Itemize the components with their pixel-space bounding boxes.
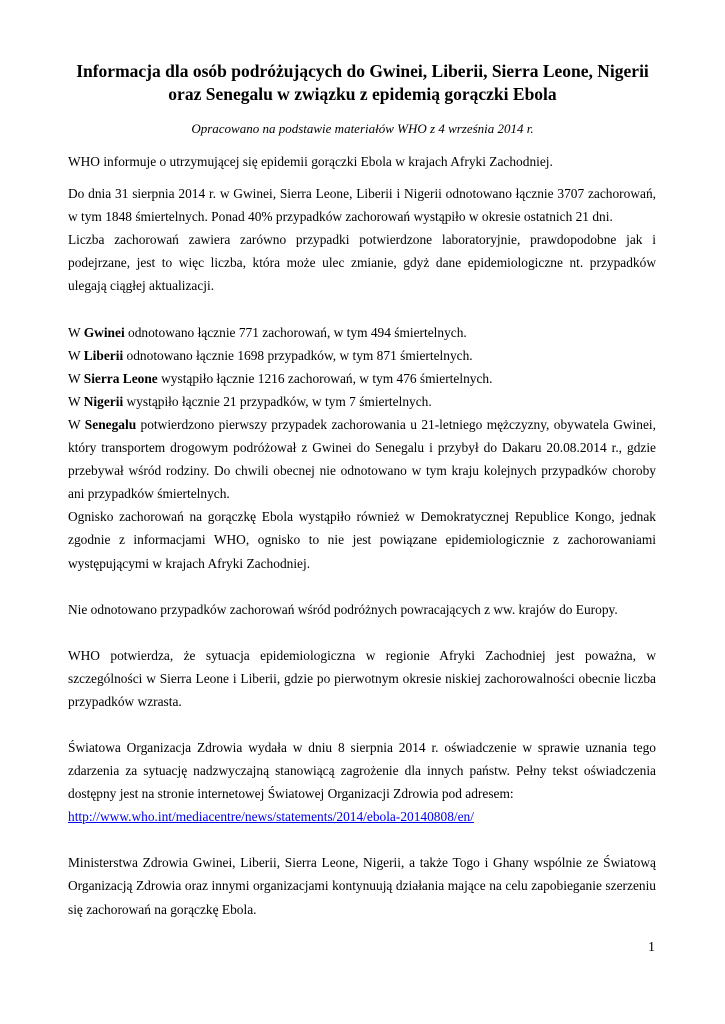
country-item-gwinea: W Gwinei odnotowano łącznie 771 zachorowań, w tym 494 śmiertelnych. xyxy=(68,324,467,340)
country-item-liberia: W Liberii odnotowano łącznie 1698 przypadków, w tym 871 śmiertelnych. xyxy=(68,347,473,363)
document-body xyxy=(68,150,656,921)
country-name: Gwinei xyxy=(83,324,125,340)
country-item-nigeria: W Nigerii wystąpiło łącznie 21 przypadków, w tym 7 śmiertelnych. xyxy=(68,393,432,409)
document-title xyxy=(60,60,665,106)
title-line-2: oraz Senegalu w związku z epidemią gorączki Ebola xyxy=(168,84,557,104)
paragraph-totals: Do dnia 31 sierpnia 2014 r. w Gwinei, Sierra Leone, Liberii i Nigerii odnotowano łącznie 3707 zachorowań, w tym 1848 śmiertelnych. Ponad 40% przypadków zachorowań wystąpiło w okresie ostatnich 21 dni. xyxy=(68,186,656,225)
paragraph-cooperation: Ministerstwa Zdrowia Gwinei, Liberii, Sierra Leone, Nigerii, a także Togo i Ghany wspólnie ze Światową Organizacją Zdrowia oraz innymi organizacjami kontynuują działania mające na celu zapobieganie szerzeniu się zachorowań na gorączkę Ebola. xyxy=(68,855,656,917)
country-name: Liberii xyxy=(83,347,124,363)
paragraph-case-definition: Liczba zachorowań zawiera zarówno przypadki potwierdzone laboratoryjnie, prawdopodobne jak i podejrzane, jest to więc liczba, która może ulec zmianie, gdyż dane epidemiologiczne nt. przypadków ulegają ciągłej aktualizacji. xyxy=(68,232,656,294)
statement-link-line xyxy=(68,805,656,828)
page-number: 1 xyxy=(648,940,655,955)
country-name: Senegalu xyxy=(84,416,137,432)
country-name: Sierra Leone xyxy=(83,370,158,386)
country-name: Nigerii xyxy=(83,393,124,409)
document-subtitle: Opracowano na podstawie materiałów WHO z 4 września 2014 r. xyxy=(191,121,534,136)
country-item-senegal: W Senegalu potwierdzono pierwszy przypadek zachorowania u 21-letniego mężczyzny, obywatela Gwinei, który transportem drogowym podróżował z Gwinei do Senegalu i przybył do Dakaru 20.08.2014 r., gdzie przebywał wśród rodziny. Do chwili obecnej nie odnotowano w tym kraju kolejnych przypadków choroby ani przypadków śmiertelnych. xyxy=(68,416,656,502)
paragraph-drc: Ognisko zachorowań na gorączkę Ebola wystąpiło również w Demokratycznej Republice Kongo, jednak zgodnie z informacjami WHO, ognisko to nie jest powiązane epidemiologicznie z zachorowaniami występującymi w krajach Afryki Zachodniej. xyxy=(68,509,656,571)
who-statement-link[interactable]: http://www.who.int/mediacentre/news/statements/2014/ebola-20140808/en/ xyxy=(68,809,474,825)
paragraph-situation: WHO potwierdza, że sytuacja epidemiologiczna w regionie Afryki Zachodniej jest poważna, w szczególności w Sierra Leone i Liberii, gdzie po pierwotnym okresie niskiej zachorowalności obecnie liczba przypadków wzrasta. xyxy=(68,647,656,709)
country-item-sierra-leone: W Sierra Leone wystąpiło łącznie 1216 zachorowań, w tym 476 śmiertelnych. xyxy=(68,370,493,386)
paragraph-europe: Nie odnotowano przypadków zachorowań wśród podróżnych powracających z ww. krajów do Europy. xyxy=(68,601,618,617)
title-line-1: Informacja dla osób podróżujących do Gwinei, Liberii, Sierra Leone, Nigerii xyxy=(76,61,649,81)
paragraph-intro: WHO informuje o utrzymującej się epidemii gorączki Ebola w krajach Afryki Zachodniej. xyxy=(68,154,553,169)
paragraph-statement: Światowa Organizacja Zdrowia wydała w dniu 8 sierpnia 2014 r. oświadczenie w sprawie uznania tego zdarzenia za sytuację nadzwyczajną stanowiącą zagrożenie dla innych państw. Pełny tekst oświadczenia dostępny jest na stronie internetowej Światowej Organizacji Zdrowia pod adresem: xyxy=(68,739,656,802)
